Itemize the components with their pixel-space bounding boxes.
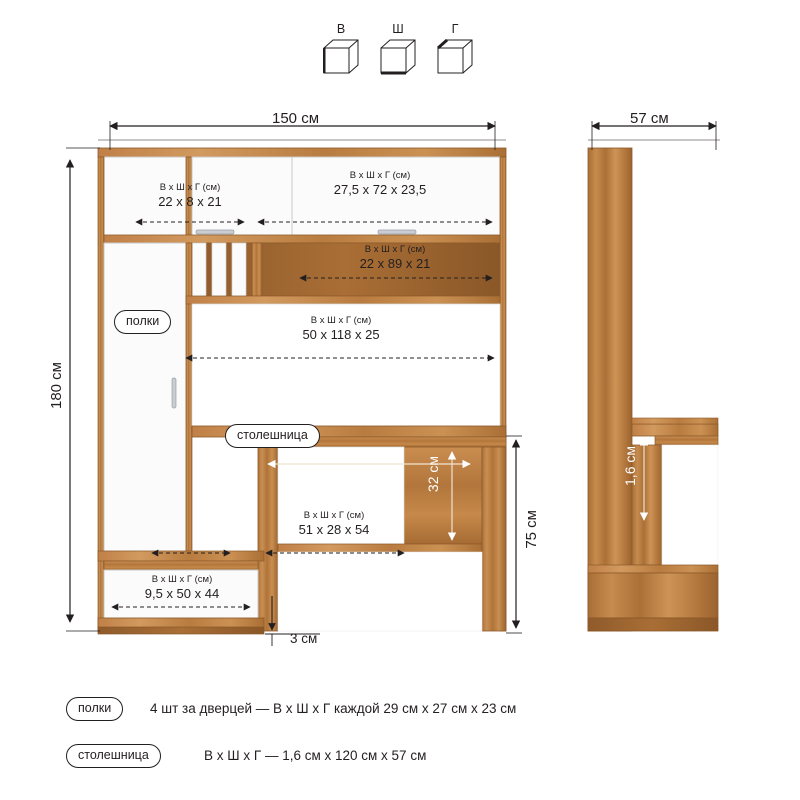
module-bottom-drawer xyxy=(114,575,250,602)
module-upper-left-cabinet xyxy=(130,183,250,210)
dim-side-width: 57 см xyxy=(630,110,669,127)
module-value: 51 x 28 x 54 xyxy=(298,521,370,537)
dim-desk-width: 90 см xyxy=(348,450,386,466)
module-header: В х Ш х Г (см) xyxy=(364,244,426,255)
side-plinth xyxy=(588,618,718,631)
module-value: 22 x 89 x 21 xyxy=(359,255,431,271)
dim-overall-width: 150 см xyxy=(272,110,320,127)
note-text-shelves: 4 шт за дверцей — В х Ш х Г каждой 29 см х 27 см х 23 см xyxy=(150,701,517,716)
note-pill-shelves[interactable]: полки xyxy=(66,697,123,721)
plinth-front xyxy=(98,627,264,634)
handle-wardrobe xyxy=(172,378,176,408)
note-text-tabletop: В х Ш х Г — 1,6 см х 120 см х 57 см xyxy=(204,748,427,763)
module-value: 27,5 x 72 x 23,5 xyxy=(333,181,427,197)
dim-top-thickness: 1,6 см xyxy=(622,446,638,486)
dim-desk-height: 75 см xyxy=(523,510,540,549)
callout-shelves[interactable]: полки xyxy=(114,310,171,334)
module-value: 22 x 8 x 21 xyxy=(158,193,222,209)
module-header: В х Ш х Г (см) xyxy=(349,170,411,181)
module-desk-side-module xyxy=(264,511,404,538)
handle-upper-left xyxy=(196,230,234,234)
module-header: В х Ш х Г (см) xyxy=(159,182,221,193)
module-header: В х Ш х Г (см) xyxy=(151,574,213,585)
callout-tabletop[interactable]: столешница xyxy=(225,424,320,448)
front-view-group xyxy=(98,148,506,634)
note-pill-tabletop[interactable]: столешница xyxy=(66,744,161,768)
side-tabletop xyxy=(632,424,718,436)
dim-desk-under-height: 32 см xyxy=(425,456,441,493)
legend-label-width: Ш xyxy=(392,22,404,36)
dim-plinth: 3 см xyxy=(290,631,318,646)
module-value: 50 x 118 x 25 xyxy=(302,326,380,342)
desk-side-module-panel xyxy=(404,447,482,544)
desk-left-support xyxy=(258,447,278,631)
dim-overall-height: 180 см xyxy=(48,362,65,410)
legend-label-height: В xyxy=(336,22,346,36)
side-tall-panel xyxy=(588,148,632,631)
legend-label-depth: Г xyxy=(451,22,459,36)
handle-upper-right xyxy=(378,230,416,234)
desk-right-leg xyxy=(482,447,506,631)
module-value: 9,5 x 50 x 44 xyxy=(144,585,220,601)
module-upper-right-cabinet xyxy=(300,171,460,198)
module-header: В х Ш х Г (см) xyxy=(303,510,365,521)
module-header: В х Ш х Г (см) xyxy=(310,315,372,326)
side-view-group xyxy=(588,148,718,631)
module-open-shelf-niche xyxy=(312,245,478,272)
module-main-open-section xyxy=(256,316,426,343)
